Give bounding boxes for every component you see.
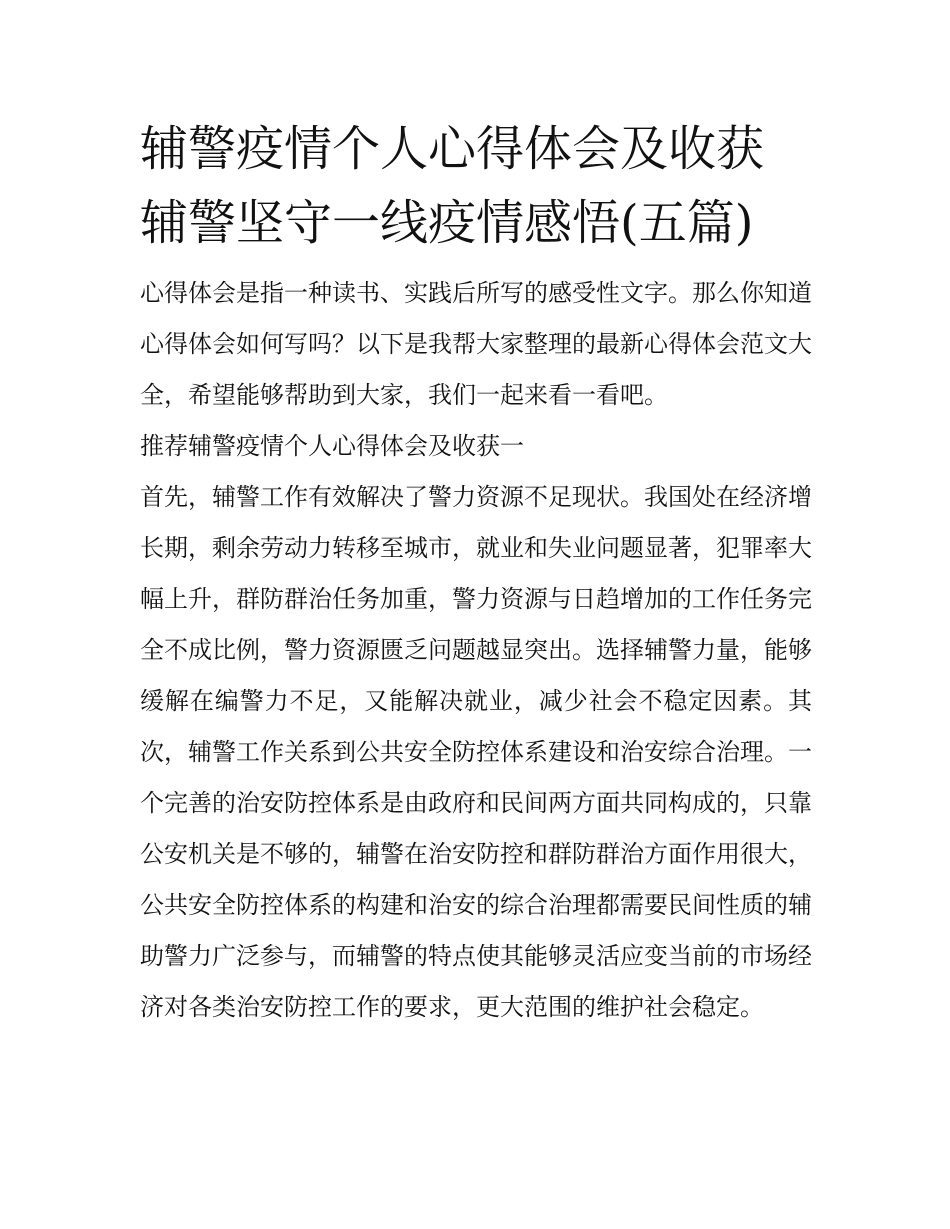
intro-paragraph: 心得体会是指一种读书、实践后所写的感受性文字。那么你知道心得体会如何写吗？以下是我帮大家整理的最新心得体会范文大全，希望能够帮助到大家，我们一起来看一看吧。 [140, 279, 812, 409]
title-line-2: 辅警坚守一线疫情感悟(五篇) [140, 195, 754, 251]
title-line-1: 辅警疫情个人心得体会及收获 [140, 121, 765, 177]
document-title [140, 112, 812, 260]
body-paragraph: 首先，辅警工作有效解决了警力资源不足现状。我国处在经济增长期，剩余劳动力转移至城市，就业和失业问题显著，犯罪率大幅上升，群防群治任务加重，警力资源与日趋增加的工作任务完全不成比例，警力资源匮乏问题越显突出。选择辅警力量，能够缓解在编警力不足，又能解决就业，减少社会不稳定因素。其次，辅警工作关系到公共安全防控体系建设和治安综合治理。一个完善的治安防控体系是由政府和民间两方面共同构成的，只靠公安机关是不够的，辅警在治安防控和群防群治方面作用很大，公共安全防控体系的构建和治安的综合治理都需要民间性质的辅助警力广泛参与，而辅警的特点使其能够灵活应变当前的市场经济对各类治安防控工作的要求，更大范围的维护社会稳定。 [140, 483, 812, 1021]
document-page [140, 112, 812, 1033]
section-heading: 推荐辅警疫情个人心得体会及收获一 [140, 432, 524, 460]
